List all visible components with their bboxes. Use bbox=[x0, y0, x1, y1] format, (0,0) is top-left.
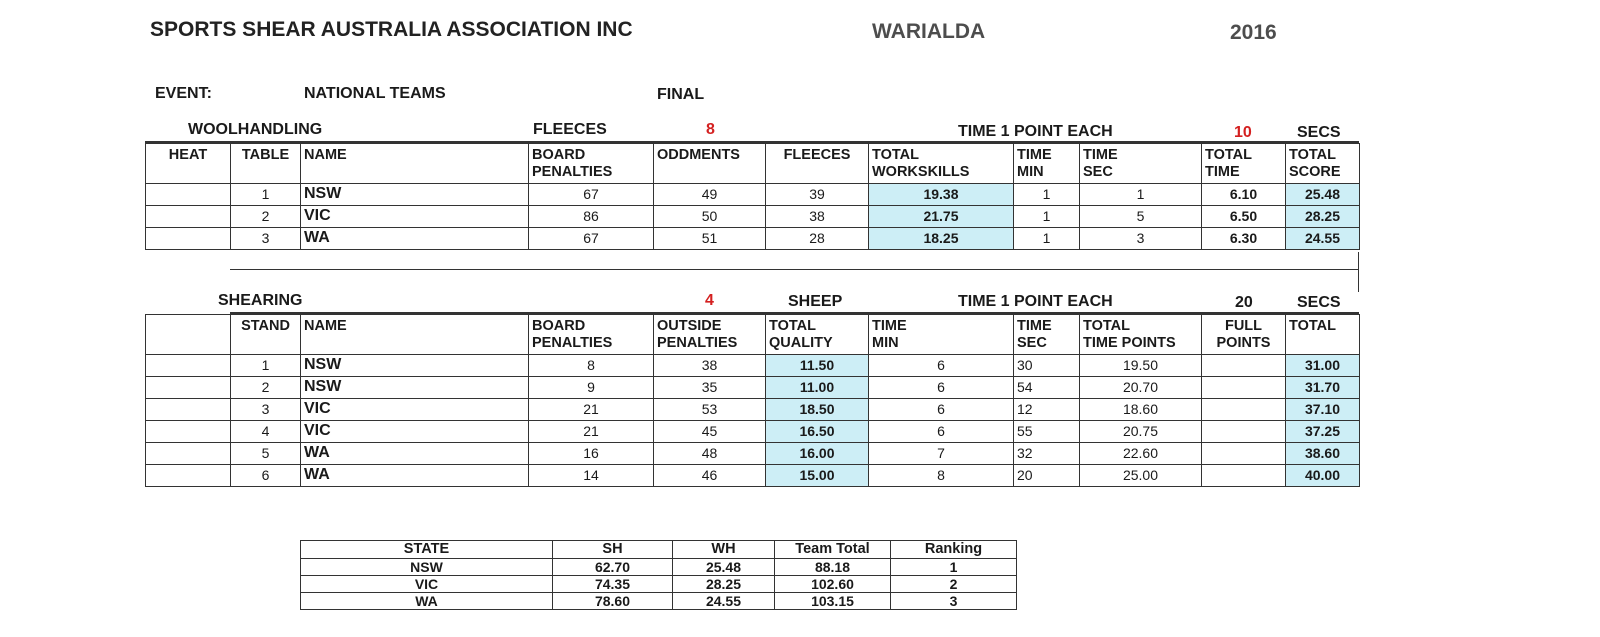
state: NSW bbox=[301, 558, 553, 575]
wh-col-name: NAME bbox=[301, 144, 529, 184]
blank-cell bbox=[146, 421, 231, 443]
board-penalties: 67 bbox=[529, 184, 654, 206]
team-name: WA bbox=[301, 228, 529, 250]
board-penalties: 9 bbox=[529, 377, 654, 399]
event-name: NATIONAL TEAMS bbox=[304, 85, 446, 102]
total-time: 6.10 bbox=[1202, 184, 1286, 206]
ranking: 3 bbox=[891, 592, 1017, 609]
sh-time-label: TIME 1 POINT EACH bbox=[958, 293, 1113, 310]
total-score: 28.25 bbox=[1286, 206, 1360, 228]
event-label: EVENT: bbox=[155, 85, 212, 102]
sum-col-ranking: Ranking bbox=[891, 541, 1017, 559]
full-points bbox=[1202, 399, 1286, 421]
shearing-title: SHEARING bbox=[218, 292, 303, 309]
full-points bbox=[1202, 377, 1286, 399]
full-points bbox=[1202, 465, 1286, 487]
sh-col-stand: STAND bbox=[231, 315, 301, 355]
wh-score: 24.55 bbox=[673, 592, 775, 609]
team-total: 103.15 bbox=[775, 592, 891, 609]
fleeces-label: FLEECES bbox=[533, 121, 607, 138]
total-quality: 15.00 bbox=[766, 465, 869, 487]
woolhandling-table bbox=[145, 143, 1360, 250]
summary-header-row bbox=[301, 541, 1017, 559]
team-name: NSW bbox=[301, 184, 529, 206]
table-row bbox=[146, 443, 1360, 465]
wh-col-board-penalties: BOARD PENALTIES bbox=[529, 144, 654, 184]
team-name: VIC bbox=[301, 421, 529, 443]
team-name: NSW bbox=[301, 355, 529, 377]
board-penalties: 21 bbox=[529, 421, 654, 443]
stand-number: 1 bbox=[231, 355, 301, 377]
location-title: WARIALDA bbox=[872, 20, 986, 43]
wh-header-row bbox=[146, 144, 1360, 184]
full-points bbox=[1202, 443, 1286, 465]
total-time: 6.30 bbox=[1202, 228, 1286, 250]
time-sec: 3 bbox=[1080, 228, 1202, 250]
table-number: 2 bbox=[231, 206, 301, 228]
sum-col-state: STATE bbox=[301, 541, 553, 559]
time-min: 6 bbox=[869, 377, 1014, 399]
fleeces-count: 8 bbox=[706, 121, 715, 138]
total-quality: 11.00 bbox=[766, 377, 869, 399]
wh-score: 25.48 bbox=[673, 558, 775, 575]
outside-penalties: 48 bbox=[654, 443, 766, 465]
oddments: 49 bbox=[654, 184, 766, 206]
wh-score: 28.25 bbox=[673, 575, 775, 592]
time-min: 1 bbox=[1014, 206, 1080, 228]
stand-number: 5 bbox=[231, 443, 301, 465]
total-quality: 16.00 bbox=[766, 443, 869, 465]
table-row bbox=[146, 206, 1360, 228]
total-time-points: 20.70 bbox=[1080, 377, 1202, 399]
table-row bbox=[146, 228, 1360, 250]
board-penalties: 8 bbox=[529, 355, 654, 377]
state: WA bbox=[301, 592, 553, 609]
time-min: 8 bbox=[869, 465, 1014, 487]
team-name: VIC bbox=[301, 206, 529, 228]
time-min: 6 bbox=[869, 355, 1014, 377]
sh-score: 74.35 bbox=[553, 575, 673, 592]
team-total: 102.60 bbox=[775, 575, 891, 592]
total-time-points: 22.60 bbox=[1080, 443, 1202, 465]
fleeces: 38 bbox=[766, 206, 869, 228]
outside-penalties: 53 bbox=[654, 399, 766, 421]
sh-score: 78.60 bbox=[553, 592, 673, 609]
team-name: WA bbox=[301, 465, 529, 487]
total-quality: 18.50 bbox=[766, 399, 869, 421]
board-penalties: 86 bbox=[529, 206, 654, 228]
fleeces: 39 bbox=[766, 184, 869, 206]
fleeces: 28 bbox=[766, 228, 869, 250]
total-quality: 11.50 bbox=[766, 355, 869, 377]
total-workskills: 18.25 bbox=[869, 228, 1014, 250]
year-title: 2016 bbox=[1230, 21, 1277, 44]
board-penalties: 16 bbox=[529, 443, 654, 465]
sh-header-row bbox=[146, 315, 1360, 355]
total: 38.60 bbox=[1286, 443, 1360, 465]
time-sec: 54 bbox=[1014, 377, 1080, 399]
state: VIC bbox=[301, 575, 553, 592]
wh-time-label: TIME 1 POINT EACH bbox=[958, 123, 1113, 140]
team-total: 88.18 bbox=[775, 558, 891, 575]
ranking: 1 bbox=[891, 558, 1017, 575]
separator-edge bbox=[1358, 252, 1359, 292]
event-round: FINAL bbox=[657, 86, 705, 103]
sh-score: 62.70 bbox=[553, 558, 673, 575]
wh-col-table: TABLE bbox=[231, 144, 301, 184]
sh-col-total-time-points: TOTAL TIME POINTS bbox=[1080, 315, 1202, 355]
table-row bbox=[146, 465, 1360, 487]
sh-col-board-penalties: BOARD PENALTIES bbox=[529, 315, 654, 355]
sheep-count: 4 bbox=[705, 292, 714, 309]
wh-col-total-score: TOTAL SCORE bbox=[1286, 144, 1360, 184]
table-row bbox=[301, 592, 1017, 609]
blank-cell bbox=[146, 377, 231, 399]
total-score: 24.55 bbox=[1286, 228, 1360, 250]
total-score: 25.48 bbox=[1286, 184, 1360, 206]
wh-col-heat: HEAT bbox=[146, 144, 231, 184]
heat-cell bbox=[146, 206, 231, 228]
org-title: SPORTS SHEAR AUSTRALIA ASSOCIATION INC bbox=[150, 18, 633, 41]
total-time-points: 19.50 bbox=[1080, 355, 1202, 377]
sh-col-total: TOTAL bbox=[1286, 315, 1360, 355]
stand-number: 2 bbox=[231, 377, 301, 399]
total-workskills: 19.38 bbox=[869, 184, 1014, 206]
sum-col-team-total: Team Total bbox=[775, 541, 891, 559]
stand-number: 6 bbox=[231, 465, 301, 487]
total: 31.70 bbox=[1286, 377, 1360, 399]
time-min: 1 bbox=[1014, 184, 1080, 206]
sh-col-time-min: TIME MIN bbox=[869, 315, 1014, 355]
stand-number: 4 bbox=[231, 421, 301, 443]
table-row bbox=[146, 184, 1360, 206]
team-name: VIC bbox=[301, 399, 529, 421]
summary-table bbox=[300, 540, 1017, 610]
separator-line bbox=[230, 269, 1359, 270]
table-row bbox=[146, 421, 1360, 443]
time-min: 7 bbox=[869, 443, 1014, 465]
total-time-points: 25.00 bbox=[1080, 465, 1202, 487]
blank-cell bbox=[146, 399, 231, 421]
sh-col-name: NAME bbox=[301, 315, 529, 355]
outside-penalties: 35 bbox=[654, 377, 766, 399]
time-sec: 1 bbox=[1080, 184, 1202, 206]
team-name: WA bbox=[301, 443, 529, 465]
full-points bbox=[1202, 421, 1286, 443]
stand-number: 3 bbox=[231, 399, 301, 421]
board-penalties: 67 bbox=[529, 228, 654, 250]
sh-col-total-quality: TOTAL QUALITY bbox=[766, 315, 869, 355]
table-row bbox=[146, 377, 1360, 399]
board-penalties: 21 bbox=[529, 399, 654, 421]
table-number: 3 bbox=[231, 228, 301, 250]
outside-penalties: 45 bbox=[654, 421, 766, 443]
total-time-points: 20.75 bbox=[1080, 421, 1202, 443]
sum-col-wh: WH bbox=[673, 541, 775, 559]
total: 37.10 bbox=[1286, 399, 1360, 421]
total-workskills: 21.75 bbox=[869, 206, 1014, 228]
table-row bbox=[146, 355, 1360, 377]
table-row bbox=[301, 575, 1017, 592]
time-min: 6 bbox=[869, 399, 1014, 421]
ranking: 2 bbox=[891, 575, 1017, 592]
sh-col-time-sec: TIME SEC bbox=[1014, 315, 1080, 355]
board-penalties: 14 bbox=[529, 465, 654, 487]
sh-secs-label: SECS bbox=[1297, 294, 1341, 311]
table-row bbox=[146, 399, 1360, 421]
sh-col-outside-penalties: OUTSIDE PENALTIES bbox=[654, 315, 766, 355]
total-time-points: 18.60 bbox=[1080, 399, 1202, 421]
wh-secs-value: 10 bbox=[1234, 124, 1252, 141]
time-sec: 30 bbox=[1014, 355, 1080, 377]
sheep-label: SHEEP bbox=[788, 293, 843, 310]
sh-col-blank bbox=[146, 315, 231, 355]
oddments: 51 bbox=[654, 228, 766, 250]
sum-col-sh: SH bbox=[553, 541, 673, 559]
blank-cell bbox=[146, 355, 231, 377]
wh-col-time-min: TIME MIN bbox=[1014, 144, 1080, 184]
total-time: 6.50 bbox=[1202, 206, 1286, 228]
time-min: 6 bbox=[869, 421, 1014, 443]
table-number: 1 bbox=[231, 184, 301, 206]
wh-col-total-workskills: TOTAL WORKSKILLS bbox=[869, 144, 1014, 184]
heat-cell bbox=[146, 184, 231, 206]
heat-cell bbox=[146, 228, 231, 250]
sh-secs-value: 20 bbox=[1235, 294, 1253, 311]
time-sec: 32 bbox=[1014, 443, 1080, 465]
wh-col-time-sec: TIME SEC bbox=[1080, 144, 1202, 184]
sh-col-full-points: FULL POINTS bbox=[1202, 315, 1286, 355]
blank-cell bbox=[146, 465, 231, 487]
total: 31.00 bbox=[1286, 355, 1360, 377]
outside-penalties: 46 bbox=[654, 465, 766, 487]
total-quality: 16.50 bbox=[766, 421, 869, 443]
time-sec: 20 bbox=[1014, 465, 1080, 487]
total: 37.25 bbox=[1286, 421, 1360, 443]
wh-col-fleeces: FLEECES bbox=[766, 144, 869, 184]
outside-penalties: 38 bbox=[654, 355, 766, 377]
wh-col-total-time: TOTAL TIME bbox=[1202, 144, 1286, 184]
time-sec: 12 bbox=[1014, 399, 1080, 421]
time-sec: 5 bbox=[1080, 206, 1202, 228]
wh-secs-label: SECS bbox=[1297, 124, 1341, 141]
full-points bbox=[1202, 355, 1286, 377]
woolhandling-title: WOOLHANDLING bbox=[188, 121, 323, 138]
blank-cell bbox=[146, 443, 231, 465]
wh-col-oddments: ODDMENTS bbox=[654, 144, 766, 184]
table-row bbox=[301, 558, 1017, 575]
time-min: 1 bbox=[1014, 228, 1080, 250]
time-sec: 55 bbox=[1014, 421, 1080, 443]
team-name: NSW bbox=[301, 377, 529, 399]
shearing-table bbox=[145, 314, 1360, 487]
oddments: 50 bbox=[654, 206, 766, 228]
total: 40.00 bbox=[1286, 465, 1360, 487]
